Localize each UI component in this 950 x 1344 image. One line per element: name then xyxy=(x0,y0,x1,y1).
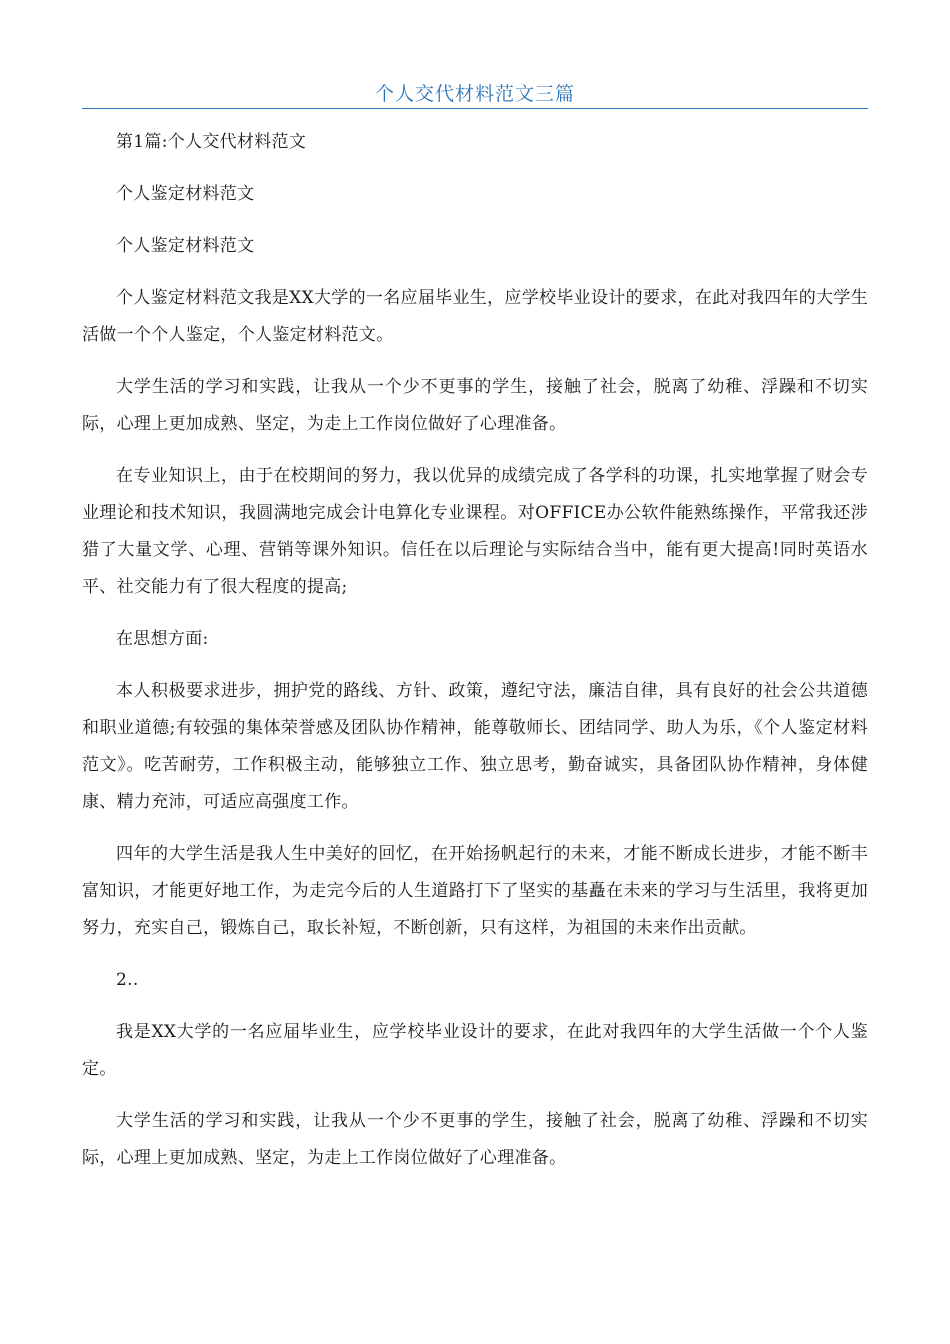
paragraph-chapter-heading: 第1篇:个人交代材料范文 xyxy=(116,132,307,152)
paragraph: 大学生活的学习和实践，让我从一个少不更事的学生，接触了社会，脱离了幼稚、浮躁和不切实际，心理上更加成熟、坚定，为走上工作岗位做好了心理准备。 xyxy=(82,1111,868,1168)
paragraph: 我是XX大学的一名应届毕业生，应学校毕业设计的要求，在此对我四年的大学生活做一个个人鉴定。 xyxy=(82,1022,868,1079)
paragraph-subtitle: 个人鉴定材料范文 xyxy=(116,184,255,204)
title-underline xyxy=(82,108,868,109)
paragraph: 大学生活的学习和实践，让我从一个少不更事的学生，接触了社会，脱离了幼稚、浮躁和不切实际，心理上更加成熟、坚定，为走上工作岗位做好了心理准备。 xyxy=(82,377,868,434)
paragraph: 个人鉴定材料范文我是XX大学的一名应届毕业生，应学校毕业设计的要求，在此对我四年的大学生活做一个个人鉴定，个人鉴定材料范文。 xyxy=(82,288,868,345)
paragraph-section-number: 2.. xyxy=(116,970,139,990)
document-title: 个人交代材料范文三篇 xyxy=(374,83,575,105)
paragraph: 本人积极要求进步，拥护党的路线、方针、政策，遵纪守法，廉洁自律，具有良好的社会公共道德和职业道德;有较强的集体荣誉感及团队协作精神，能尊敬师长、团结同学、助人为乐，《个人鉴定材料范文》。吃苦耐劳，工作积极主动，能够独立工作、独立思考，勤奋诚实，具备团队协作精神，身体健康、精力充沛，可适应高强度工作。 xyxy=(82,681,868,812)
document-body xyxy=(82,124,868,1192)
paragraph: 在思想方面: xyxy=(116,629,209,649)
paragraph: 在专业知识上，由于在校期间的努力，我以优异的成绩完成了各学科的功课，扎实地掌握了财会专业理论和技术知识，我圆满地完成会计电算化专业课程。对OFFICE办公软件能熟练操作，平常我还涉猎了大量文学、心理、营销等课外知识。信任在以后理论与实际结合当中，能有更大提高!同时英语水平、社交能力有了很大程度的提高; xyxy=(82,466,868,597)
paragraph-subtitle: 个人鉴定材料范文 xyxy=(116,236,255,256)
paragraph: 四年的大学生活是我人生中美好的回忆，在开始扬帆起行的未来，才能不断成长进步，才能不断丰富知识，才能更好地工作，为走完今后的人生道路打下了坚实的基矗在未来的学习与生活里，我将更加努力，充实自己，锻炼自己，取长补短，不断创新，只有这样，为祖国的未来作出贡献。 xyxy=(82,844,868,938)
